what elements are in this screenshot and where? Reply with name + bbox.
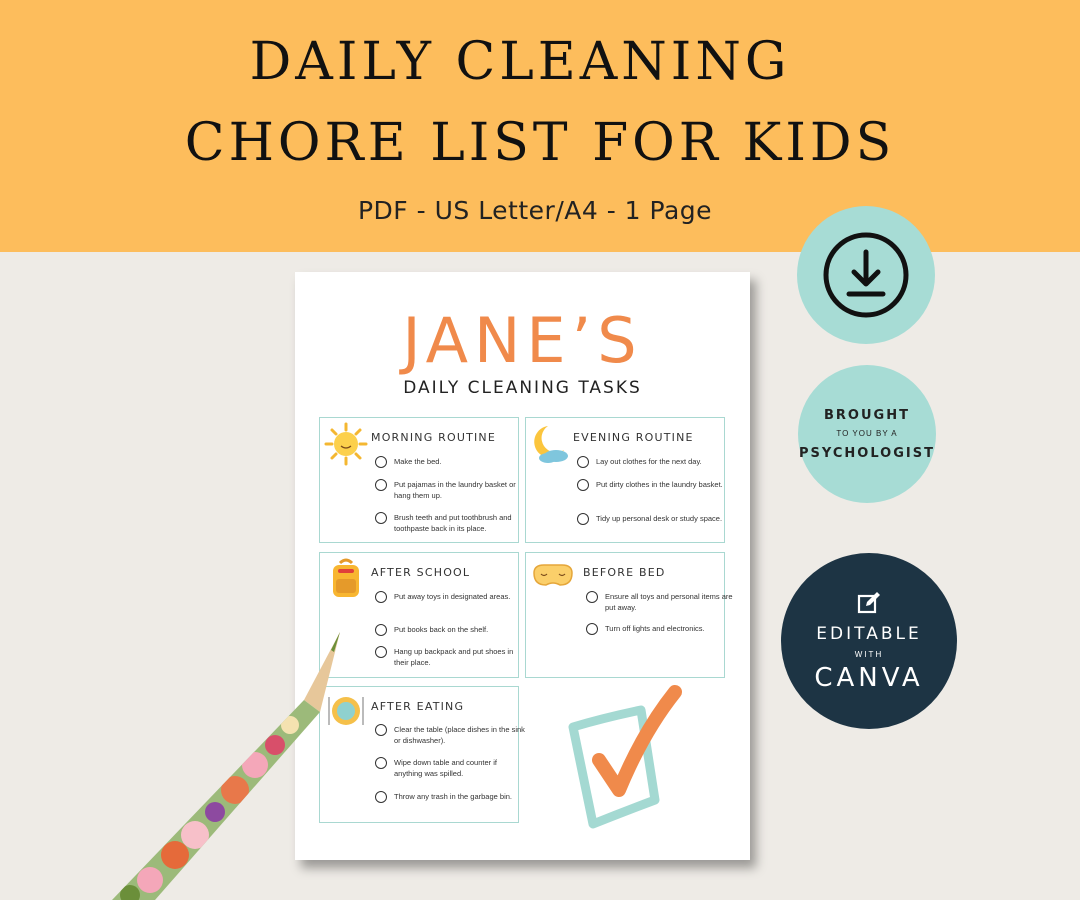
section-title: EVENING ROUTINE: [573, 431, 694, 444]
task-item: Make the bed.: [375, 456, 525, 468]
task-item: Tidy up personal desk or study space.: [577, 513, 727, 525]
task-item: Put pajamas in the laundry basket or hang them up.: [375, 479, 525, 501]
psych-line-2: TO YOU BY A: [836, 428, 898, 438]
canva-line-3: CANVA: [814, 662, 924, 693]
canva-line-1: EDITABLE: [816, 623, 922, 644]
task-item: Put dirty clothes in the laundry basket.: [577, 479, 727, 491]
task-item: Put books back on the shelf.: [375, 624, 525, 636]
section-title: AFTER EATING: [371, 700, 465, 713]
task-item: Turn off lights and electronics.: [586, 623, 736, 635]
task-item: Brush teeth and put toothbrush and toothpaste back in its place.: [375, 512, 525, 534]
task-item: Clear the table (place dishes in the sink or dishwasher).: [375, 724, 525, 746]
section-title: AFTER SCHOOL: [371, 566, 471, 579]
title-line-2: CHORE LIST FOR KIDS: [184, 113, 896, 173]
task-item: Hang up backpack and put shoes in their place.: [375, 646, 525, 668]
section-title: BEFORE BED: [583, 566, 666, 579]
task-item: Put away toys in designated areas.: [375, 591, 525, 603]
title-line-1: DAILY CLEANING: [249, 32, 791, 92]
psych-line-1: BROUGHT: [824, 407, 910, 423]
canva-line-2: WITH: [854, 649, 884, 659]
sheet-subtitle: DAILY CLEANING TASKS: [403, 378, 642, 398]
task-item: Ensure all toys and personal items are put away.: [586, 591, 736, 613]
task-item: Wipe down table and counter if anything was spilled.: [375, 757, 525, 779]
psych-line-3: PSYCHOLOGIST: [799, 445, 935, 461]
format-subtitle: PDF - US Letter/A4 - 1 Page: [357, 196, 713, 225]
task-item: Lay out clothes for the next day.: [577, 456, 727, 468]
section-title: MORNING ROUTINE: [371, 431, 497, 444]
task-item: Throw any trash in the garbage bin.: [375, 791, 525, 803]
sheet-child-name: JANE’S: [402, 304, 643, 377]
